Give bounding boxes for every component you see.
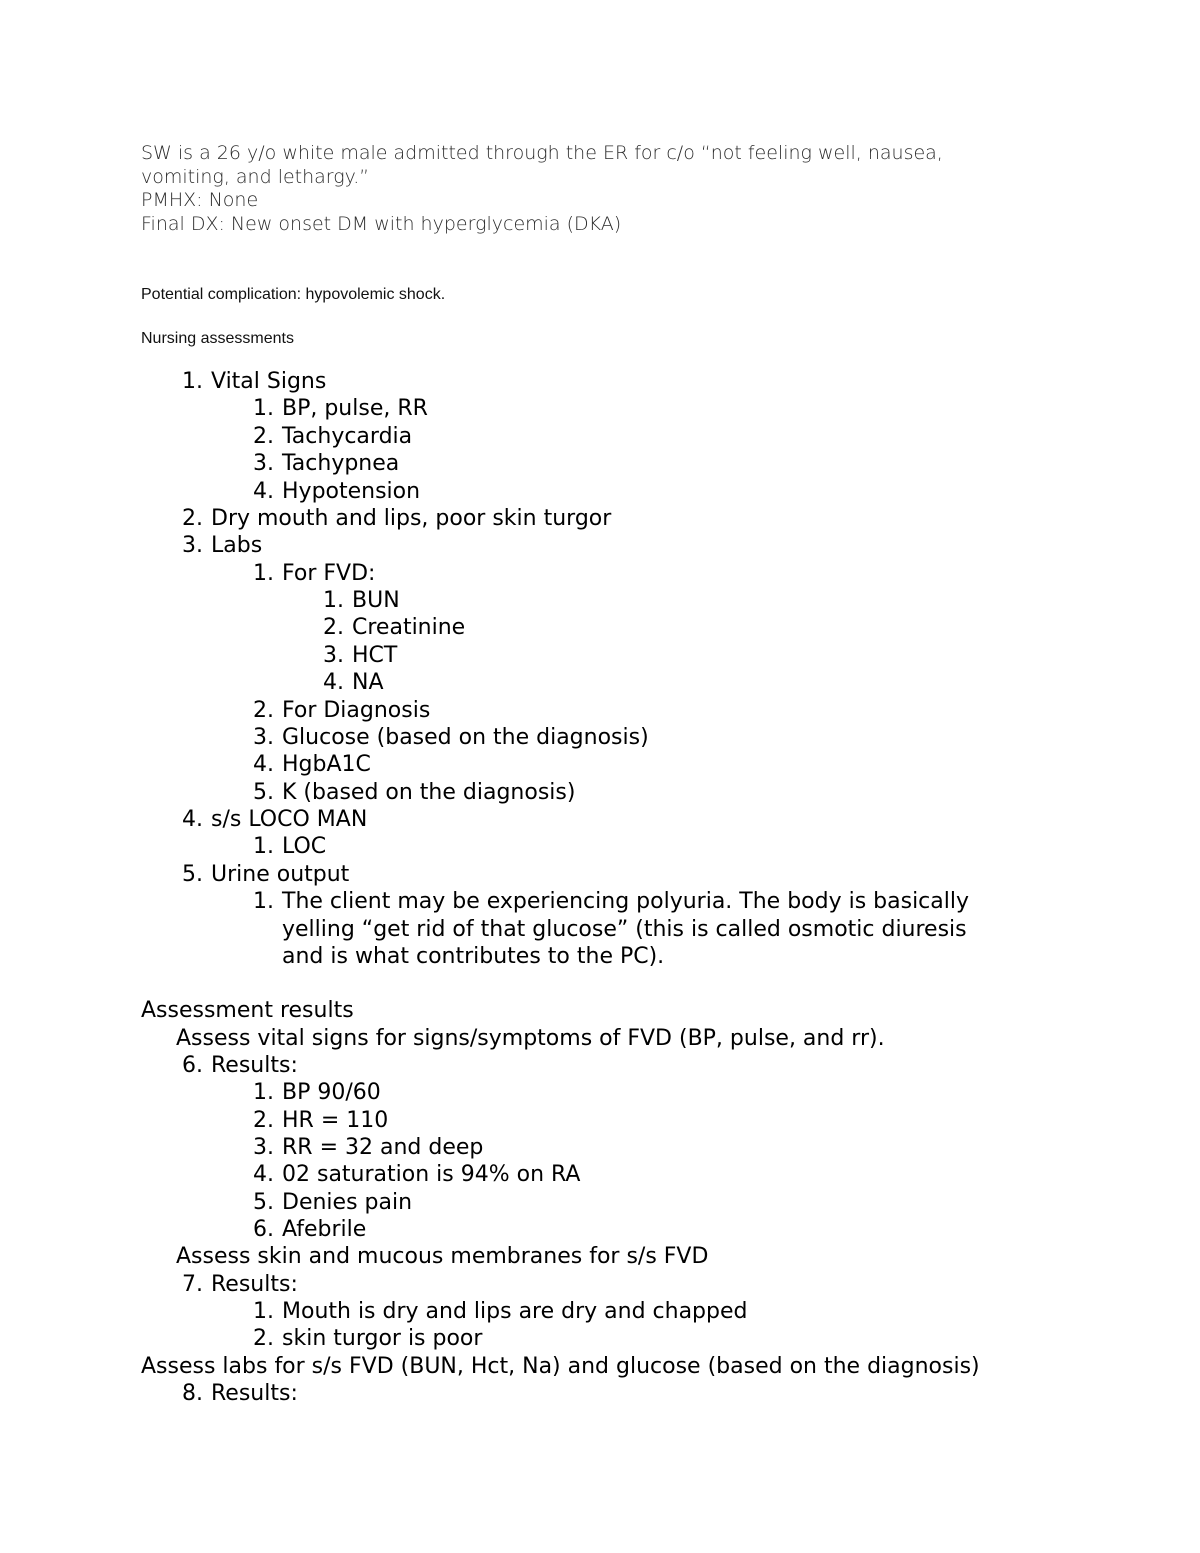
list-item-number: 8. (182, 1381, 203, 1406)
list-item-text: Labs (211, 533, 263, 558)
list-item (245, 1162, 580, 1187)
potential-complication: Potential complication: hypovolemic shock. (141, 286, 446, 303)
list-item-number: 1. (253, 1299, 274, 1324)
list-item-text: skin turgor is poor (282, 1326, 483, 1351)
list-item (174, 1053, 298, 1078)
list-item-number: 3. (323, 643, 344, 668)
list-item-text: Dry mouth and lips, poor skin turgor (211, 506, 612, 531)
list-item-number: 6. (253, 1217, 274, 1242)
list-item-text: Glucose (based on the diagnosis) (282, 725, 649, 750)
list-item-text: and is what contributes to the PC). (282, 944, 665, 969)
list-item-number: 1. (253, 889, 274, 914)
list-item (245, 451, 399, 476)
list-item (245, 1108, 388, 1133)
list-item (315, 643, 397, 668)
list-item-text: Tachypnea (282, 451, 400, 476)
list-item-number: 7. (182, 1272, 203, 1297)
list-item-number: 3. (253, 1135, 274, 1160)
list-item (174, 1381, 298, 1406)
list-item (245, 725, 649, 750)
list-item-number: 5. (253, 1190, 274, 1215)
list-item (174, 862, 349, 887)
list-item (315, 615, 465, 640)
list-item (245, 698, 430, 723)
list-item-text: HgbA1C (282, 752, 371, 777)
list-item (245, 561, 375, 586)
list-item-number: 1. (253, 834, 274, 859)
assessment-results-heading: Assessment results (141, 998, 354, 1023)
skin-assess-text: Assess skin and mucous membranes for s/s FVD (176, 1244, 709, 1269)
list-item (245, 1080, 381, 1105)
list-item-number: 2. (323, 615, 344, 640)
list-item-text: BP 90/60 (282, 1080, 381, 1105)
list-item-number: 4. (182, 807, 203, 832)
list-item (245, 1135, 483, 1160)
list-item (245, 1217, 366, 1242)
list-item-text: LOC (282, 834, 327, 859)
list-item-text: s/s LOCO MAN (211, 807, 368, 832)
list-item (315, 588, 400, 613)
pmhx-line: PMHX: None (141, 189, 259, 211)
nursing-assessments-heading: Nursing assessments (141, 330, 294, 347)
list-item-number: 6. (182, 1053, 203, 1078)
list-item-number: 1. (253, 396, 274, 421)
list-item (245, 396, 428, 421)
list-item-text: Hypotension (282, 479, 421, 504)
intro-line-2: vomiting, and lethargy.” (141, 166, 370, 188)
list-item-text: Urine output (211, 862, 350, 887)
list-item-number: 4. (253, 1162, 274, 1187)
list-item-number: 3. (253, 725, 274, 750)
list-item-number: 2. (253, 698, 274, 723)
list-item-number: 1. (323, 588, 344, 613)
list-item-number: 2. (253, 1326, 274, 1351)
vital-signs-assess-text: Assess vital signs for signs/symptoms of FVD (BP, pulse, and rr). (176, 1026, 885, 1051)
list-item-text: Tachycardia (282, 424, 413, 449)
list-item-number: 1. (253, 561, 274, 586)
list-item (315, 670, 384, 695)
list-item-number: 2. (182, 506, 203, 531)
list-item-text: HR = 110 (282, 1108, 389, 1133)
list-item-text: Denies pain (282, 1190, 413, 1215)
list-item-text: 02 saturation is 94% on RA (282, 1162, 581, 1187)
list-item-text: Vital Signs (211, 369, 327, 394)
list-item-number: 2. (253, 424, 274, 449)
list-item-number: 4. (253, 479, 274, 504)
list-item (174, 807, 367, 832)
list-item-text: For FVD: (282, 561, 376, 586)
list-item-text: Results: (211, 1381, 298, 1406)
list-item (174, 506, 611, 531)
list-item-number: 2. (253, 1108, 274, 1133)
list-item-number: 4. (253, 752, 274, 777)
list-item-text: Results: (211, 1053, 298, 1078)
list-item (245, 479, 420, 504)
list-item-text: K (based on the diagnosis) (282, 780, 576, 805)
list-item-text: BUN (352, 588, 400, 613)
list-item-text: The client may be experiencing polyuria. The body is basically (282, 889, 970, 914)
list-item-text: HCT (352, 643, 398, 668)
list-item-text: Creatinine (352, 615, 466, 640)
list-item-number: 5. (253, 780, 274, 805)
list-item-text: yelling “get rid of that glucose” (this is called osmotic diuresis (282, 917, 967, 942)
list-item (245, 889, 969, 914)
list-item-text: For Diagnosis (282, 698, 431, 723)
list-item-number: 5. (182, 862, 203, 887)
list-item-text: Mouth is dry and lips are dry and chapped (282, 1299, 748, 1324)
list-item (245, 1299, 748, 1324)
list-item-continuation (245, 944, 664, 969)
list-item (245, 752, 371, 777)
list-item-number: 1. (253, 1080, 274, 1105)
list-item (245, 1190, 412, 1215)
final-dx-line: Final DX: New onset DM with hyperglycemia (DKA) (141, 213, 622, 235)
list-item (245, 834, 326, 859)
list-item-continuation (245, 917, 967, 942)
list-item-text: BP, pulse, RR (282, 396, 428, 421)
list-item-number: 3. (253, 451, 274, 476)
list-item (245, 1326, 482, 1351)
list-item (174, 1272, 298, 1297)
list-item (174, 533, 262, 558)
list-item (245, 780, 575, 805)
list-item-text: NA (352, 670, 384, 695)
list-item (245, 424, 412, 449)
list-item-text: Afebrile (282, 1217, 367, 1242)
list-item-number: 3. (182, 533, 203, 558)
list-item-text: RR = 32 and deep (282, 1135, 484, 1160)
list-item-text: Results: (211, 1272, 298, 1297)
labs-assess-text: Assess labs for s/s FVD (BUN, Hct, Na) and glucose (based on the diagnosis) (141, 1354, 980, 1379)
list-item-number: 4. (323, 670, 344, 695)
intro-line-1: SW is a 26 y/o white male admitted through the ER for c/o “not feeling well, nausea, (141, 142, 943, 164)
list-item (174, 369, 326, 394)
list-item-number: 1. (182, 369, 203, 394)
